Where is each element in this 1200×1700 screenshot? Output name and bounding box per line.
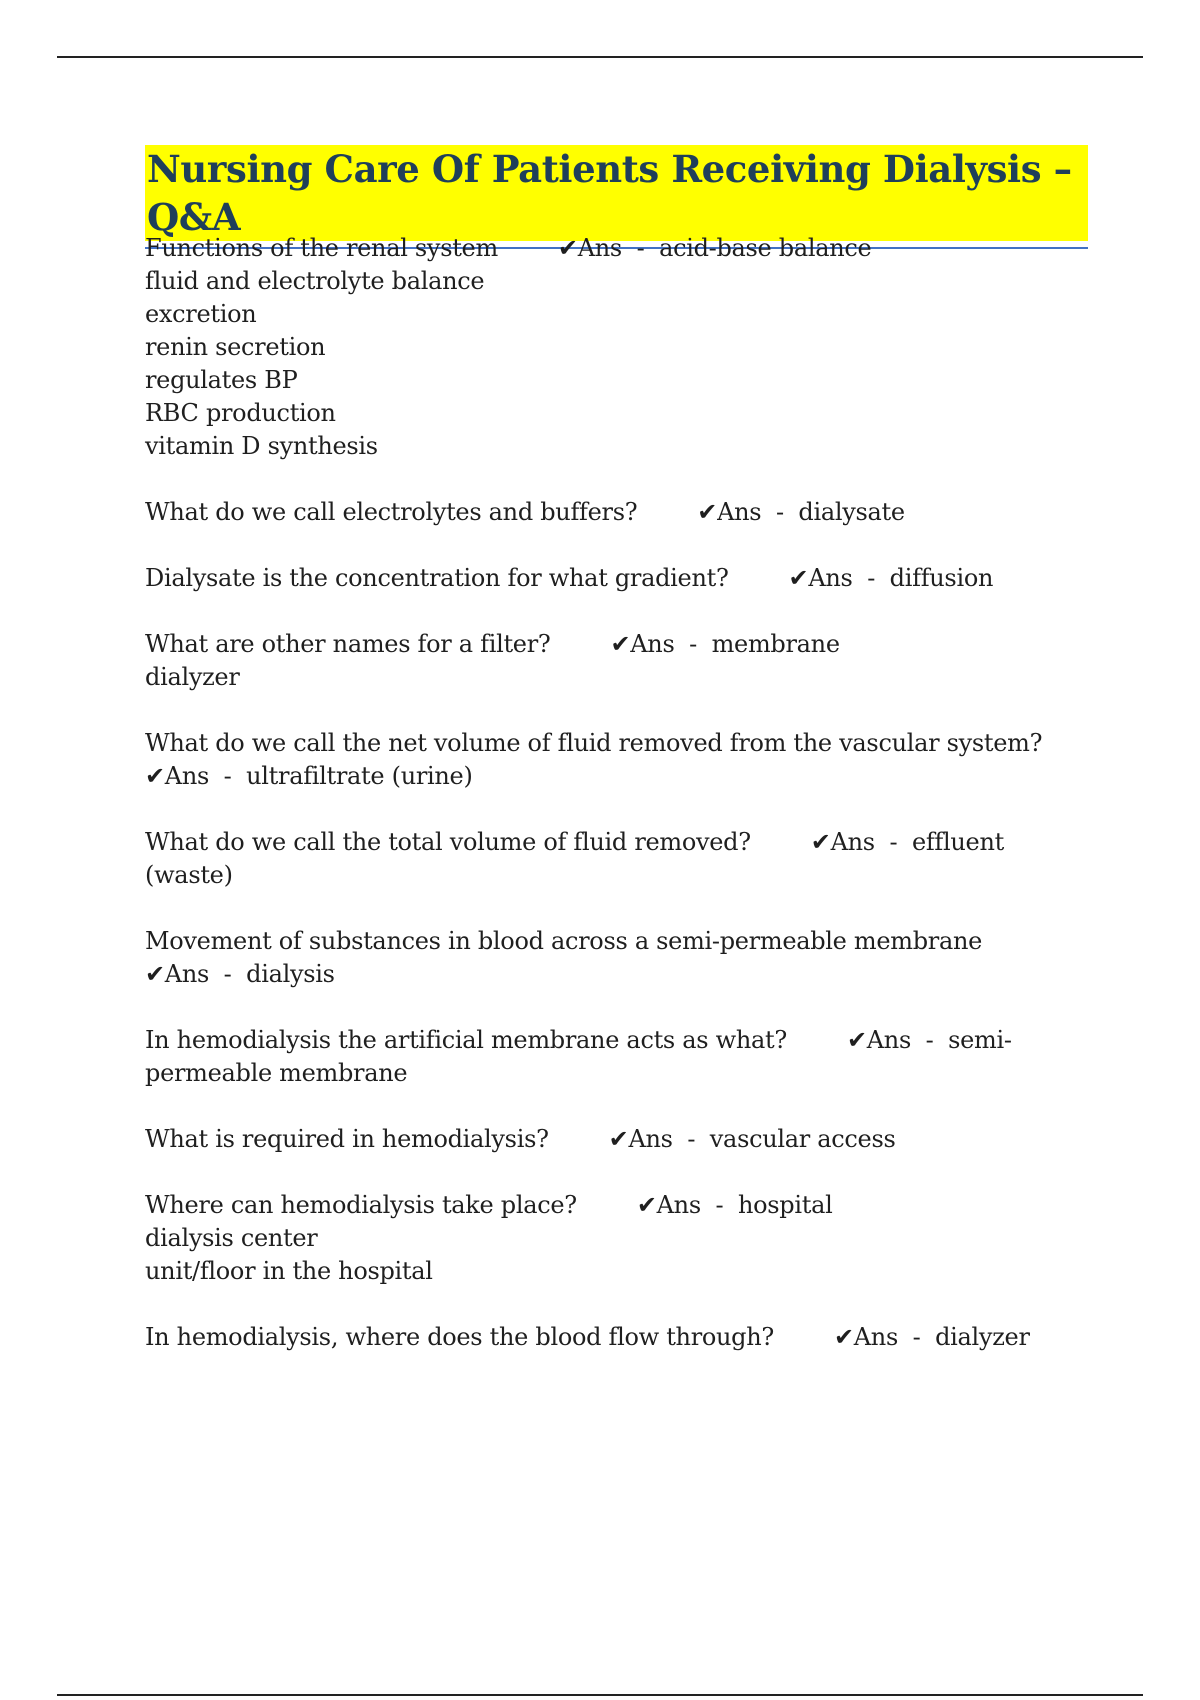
qa-item	[145, 562, 1105, 595]
answer-continuation: (waste)	[145, 861, 233, 889]
answer-continuation: vitamin D synthesis	[145, 432, 378, 460]
answer-text: effluent	[911, 828, 1004, 856]
qa-first-line	[145, 496, 1105, 529]
answer-text: dialysate	[798, 498, 905, 526]
answer-continuation: unit/floor in the hospital	[145, 1257, 433, 1285]
answer-text: vascular access	[709, 1125, 896, 1153]
answer-continuation: regulates BP	[145, 366, 298, 394]
question-text: Movement of substances in blood across a semi-permeable membrane	[145, 927, 983, 955]
question-text: Where can hemodialysis take place?	[145, 1191, 577, 1219]
answer-continuation: renin secretion	[145, 333, 326, 361]
question-text: Functions of the renal system	[145, 234, 498, 262]
answer-text: dialyzer	[935, 1323, 1030, 1351]
qa-item	[145, 628, 1105, 694]
answer-text: acid-base balance	[659, 234, 872, 262]
answer-check-icon: ✔Ans -	[846, 1026, 949, 1054]
question-text: What do we call the total volume of fluid removed?	[145, 828, 751, 856]
answer-check-icon: ✔Ans -	[608, 1125, 710, 1153]
answer-continuation: RBC production	[145, 399, 336, 427]
question-text: What do we call the net volume of fluid removed from the vascular system?	[145, 729, 1043, 757]
qa-first-line	[145, 628, 1105, 661]
answer-check-icon: ✔Ans -	[810, 828, 912, 856]
answer-check-icon: ✔Ans -	[145, 960, 247, 988]
qa-item	[145, 1123, 1105, 1156]
qa-first-line	[145, 562, 1105, 595]
qa-item	[145, 1024, 1105, 1090]
qa-item	[145, 1321, 1105, 1354]
answer-continuation: dialyzer	[145, 663, 240, 691]
bottom-rule	[57, 1694, 1143, 1696]
qa-first-line	[145, 1189, 1105, 1222]
qa-first-line	[145, 1321, 1105, 1354]
answer-continuation: permeable membrane	[145, 1059, 408, 1087]
qa-item	[145, 232, 1105, 463]
qa-item	[145, 925, 1105, 991]
qa-first-line	[145, 925, 1105, 958]
question-text: In hemodialysis the artificial membrane acts as what?	[145, 1026, 787, 1054]
qa-item	[145, 496, 1105, 529]
top-rule	[57, 56, 1143, 58]
qa-item	[145, 826, 1105, 892]
answer-continuation: fluid and electrolyte balance	[145, 267, 485, 295]
answer-text: diffusion	[889, 564, 994, 592]
document-title: Nursing Care Of Patients Receiving Dialysis – Q&A	[145, 145, 1088, 241]
answer-continuation: dialysis center	[145, 1224, 318, 1252]
answer-text: hospital	[737, 1191, 833, 1219]
answer-text: dialysis	[246, 960, 335, 988]
qa-first-line	[145, 727, 1105, 760]
question-text: What do we call electrolytes and buffers?	[145, 498, 638, 526]
answer-continuation: excretion	[145, 300, 257, 328]
answer-check-icon: ✔Ans -	[557, 234, 660, 262]
qa-first-line	[145, 1024, 1105, 1057]
question-text: Dialysate is the concentration for what gradient?	[145, 564, 729, 592]
qa-answer-line	[145, 760, 1105, 793]
qa-list	[145, 232, 1105, 1387]
answer-text: semi-	[948, 1026, 1012, 1054]
qa-item	[145, 727, 1105, 793]
answer-check-icon: ✔Ans -	[833, 1323, 936, 1351]
qa-first-line	[145, 826, 1105, 859]
question-text: What are other names for a filter?	[145, 630, 551, 658]
answer-text: membrane	[711, 630, 840, 658]
qa-item	[145, 1189, 1105, 1288]
question-text: In hemodialysis, where does the blood flow through?	[145, 1323, 774, 1351]
answer-check-icon: ✔Ans -	[697, 498, 799, 526]
qa-answer-line	[145, 958, 1105, 991]
answer-text: ultrafiltrate (urine)	[246, 762, 473, 790]
question-text: What is required in hemodialysis?	[145, 1125, 549, 1153]
qa-first-line	[145, 232, 1105, 265]
answer-check-icon: ✔Ans -	[145, 762, 247, 790]
answer-check-icon: ✔Ans -	[788, 564, 890, 592]
answer-check-icon: ✔Ans -	[636, 1191, 738, 1219]
answer-check-icon: ✔Ans -	[610, 630, 712, 658]
qa-first-line	[145, 1123, 1105, 1156]
